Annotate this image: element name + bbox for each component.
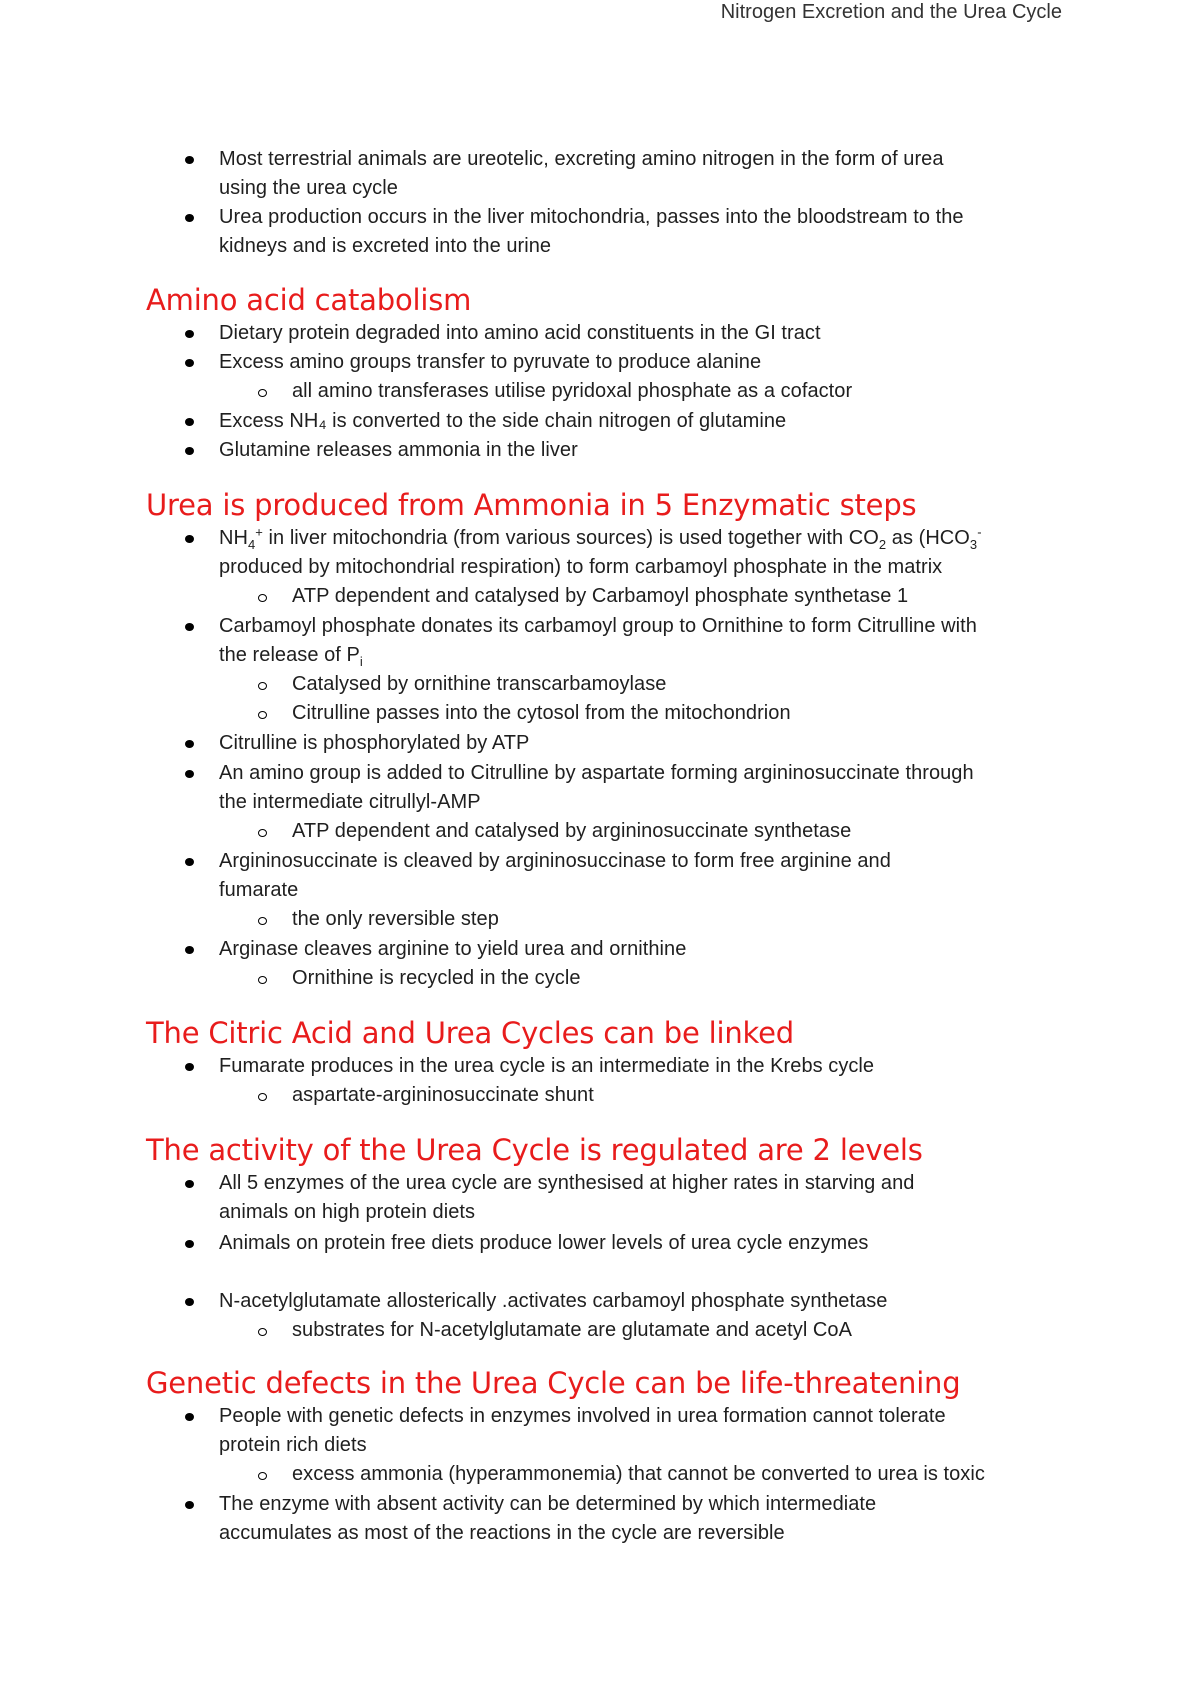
sub-bullet-circle [258,1328,267,1336]
bullet-dot [185,330,194,338]
s1-bullet-1: Dietary protein degraded into amino acid constituents in the GI tract [219,322,821,344]
bullet-dot [185,1413,194,1421]
bullet-dot [185,447,194,455]
section-heading-genetic-defects: Genetic defects in the Urea Cycle can be life-threatening [146,1366,961,1400]
s1-bullet-2: Excess amino groups transfer to pyruvate to produce alanine [219,351,762,373]
s2-sub-bullet-3: Citrulline passes into the cytosol from the mitochondrion [292,702,791,724]
sub-bullet-circle [258,1093,267,1101]
sub-bullet-circle [258,682,267,690]
bullet-dot [185,1063,194,1071]
s1-bullet-3: Excess NH₄ is converted to the side chain nitrogen of glutamine [219,410,787,432]
intro-bullet-2-cont: kidneys and is excreted into the urine [219,235,552,257]
intro-bullet-1-cont: using the urea cycle [219,177,398,199]
s2-bullet-6: Arginase cleaves arginine to yield urea and ornithine [219,938,687,960]
section-heading-amino-acid-catabolism: Amino acid catabolism [146,283,472,317]
s2-sub-bullet-1: ATP dependent and catalysed by Carbamoyl phosphate synthetase 1 [292,585,909,607]
s4-bullet-1: All 5 enzymes of the urea cycle are synthesised at higher rates in starving and [219,1172,915,1194]
section-heading-urea-production: Urea is produced from Ammonia in 5 Enzymatic steps [146,488,917,522]
s4-bullet-3: N-acetylglutamate allosterically .activates carbamoyl phosphate synthetase [219,1290,888,1312]
s2-bullet-1: $NH_4^+$ in liver mitochondria (from various sources) is used together with $CO_2$ as ($HCO_3^-$ [219,524,982,552]
intro-bullet-1: Most terrestrial animals are ureotelic, excreting amino nitrogen in the form of urea [219,148,944,170]
sub-bullet-circle [258,389,267,397]
s2-sub-bullet-6: Ornithine is recycled in the cycle [292,967,581,989]
bullet-dot [185,1298,194,1306]
bullet-dot [185,418,194,426]
s2-sub-bullet-5: the only reversible step [292,908,499,930]
sub-bullet-circle [258,594,267,602]
intro-bullet-2: Urea production occurs in the liver mitochondria, passes into the bloodstream to the [219,206,964,228]
s3-bullet-1: Fumarate produces in the urea cycle is an intermediate in the Krebs cycle [219,1055,875,1077]
s3-sub-bullet-1: aspartate-argininosuccinate shunt [292,1084,594,1106]
bullet-dot [185,770,194,778]
s2-bullet-4-cont: the intermediate citrullyl-AMP [219,791,481,813]
bullet-dot [185,156,194,164]
s4-bullet-1-cont: animals on high protein diets [219,1201,476,1223]
s5-bullet-2-cont: accumulates as most of the reactions in the cycle are reversible [219,1522,785,1544]
bullet-dot [185,946,194,954]
section-heading-citric-acid-link: The Citric Acid and Urea Cycles can be linked [146,1016,794,1050]
s4-sub-bullet-1: substrates for N-acetylglutamate are glutamate and acetyl CoA [292,1319,852,1341]
bullet-dot [185,858,194,866]
bullet-dot [185,1240,194,1248]
bullet-dot [185,1501,194,1509]
sub-bullet-circle [258,829,267,837]
page-header-title: Nitrogen Excretion and the Urea Cycle [720,1,1062,23]
sub-bullet-circle [258,976,267,984]
s2-sub-bullet-2: Catalysed by ornithine transcarbamoylase [292,673,667,695]
s2-bullet-5-cont: fumarate [219,879,299,901]
sub-bullet-circle [258,1472,267,1480]
s4-bullet-2: Animals on protein free diets produce lower levels of urea cycle enzymes [219,1232,869,1254]
s5-bullet-1: People with genetic defects in enzymes involved in urea formation cannot tolerate [219,1405,946,1427]
bullet-dot [185,740,194,748]
sub-bullet-circle [258,711,267,719]
section-heading-regulation: The activity of the Urea Cycle is regulated are 2 levels [146,1133,923,1167]
s5-sub-bullet-1: excess ammonia (hyperammonemia) that cannot be converted to urea is toxic [292,1463,985,1485]
bullet-dot [185,623,194,631]
s2-bullet-2-cont: the release of $P_i$ [219,644,363,669]
s5-bullet-2: The enzyme with absent activity can be determined by which intermediate [219,1493,877,1515]
sub-bullet-circle [258,917,267,925]
bullet-dot [185,535,194,543]
s5-bullet-1-cont: protein rich diets [219,1434,367,1456]
s1-bullet-4: Glutamine releases ammonia in the liver [219,439,578,461]
bullet-dot [185,359,194,367]
s2-bullet-1-cont: produced by mitochondrial respiration) to form carbamoyl phosphate in the matrix [219,556,943,578]
s1-sub-bullet-1: all amino transferases utilise pyridoxal phosphate as a cofactor [292,380,853,402]
bullet-dot [185,1180,194,1188]
s2-bullet-2: Carbamoyl phosphate donates its carbamoyl group to Ornithine to form Citrulline with [219,615,977,637]
s2-sub-bullet-4: ATP dependent and catalysed by argininosuccinate synthetase [292,820,852,842]
s2-bullet-5: Argininosuccinate is cleaved by argininosuccinase to form free arginine and [219,850,891,872]
s2-bullet-4: An amino group is added to Citrulline by aspartate forming argininosuccinate through [219,762,974,784]
s2-bullet-3: Citrulline is phosphorylated by ATP [219,732,530,754]
bullet-dot [185,214,194,222]
